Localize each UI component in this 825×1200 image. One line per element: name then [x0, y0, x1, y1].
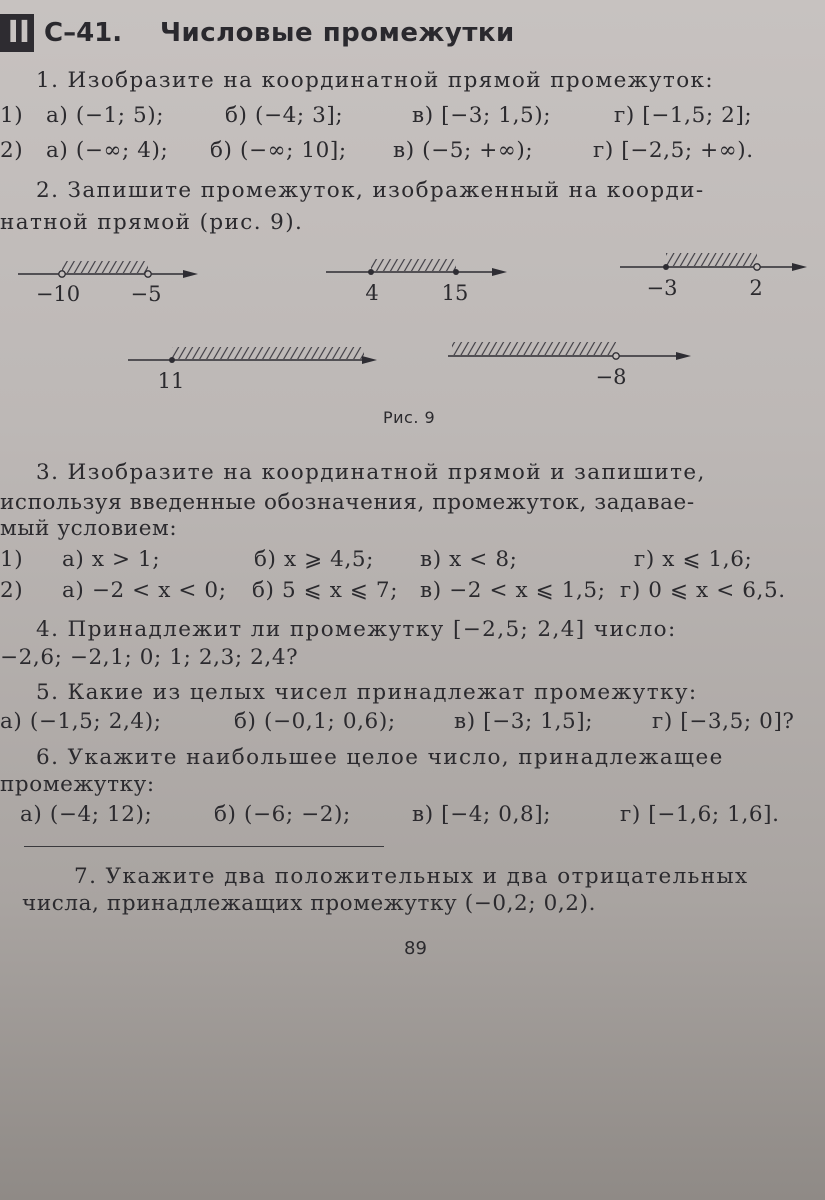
axis-arrow-2	[492, 268, 507, 276]
task-1-2b: б) (−∞; 10];	[210, 138, 347, 163]
section-code: С–41.	[44, 18, 123, 48]
filled-point-3a	[663, 264, 669, 270]
task-6-line-1: 6. Укажите наибольшее целое число, принадлежащее	[36, 745, 724, 770]
task-7-line-1: 7. Укажите два положительных и два отрицательных	[74, 864, 749, 889]
task-5-d: г) [−3,5; 0]?	[652, 709, 795, 734]
open-point-1a	[59, 271, 65, 277]
task-6-b: б) (−6; −2);	[214, 802, 351, 827]
number-line-2	[326, 259, 507, 305]
task-1-row-1	[0, 103, 825, 131]
task-3-1b: б) x ⩾ 4,5;	[254, 547, 375, 572]
open-point-1b	[145, 271, 151, 277]
axis-arrow-3	[792, 263, 807, 271]
number-line-5	[448, 342, 691, 389]
chapter-mark: II	[0, 14, 34, 52]
task-2-line-2: натной прямой (рис. 9).	[0, 210, 304, 235]
task-3-line-2: используя введенные обозначения, промежуток, задавае-	[0, 490, 695, 515]
divider-rule	[24, 846, 384, 847]
section-title: Числовые промежутки	[160, 18, 515, 48]
task-3-1c: в) x < 8;	[420, 547, 518, 572]
tick-label-1a: −10	[35, 282, 81, 306]
hatch-region-2	[371, 259, 456, 271]
hatch-region-3	[666, 253, 757, 266]
task-1-1d: г) [−1,5; 2];	[614, 103, 753, 128]
number-line-4	[128, 347, 377, 393]
axis-arrow-5	[676, 352, 691, 360]
tick-label-2b: 15	[441, 281, 469, 305]
task-6-c: в) [−4; 0,8];	[412, 802, 552, 827]
filled-point-2a	[368, 269, 374, 275]
page-number: 89	[404, 938, 427, 959]
task-3-1d: г) x ⩽ 1,6;	[634, 547, 753, 572]
task-5-line-1: 5. Какие из целых чисел принадлежат промежутку:	[36, 680, 698, 705]
task-3-row-1	[0, 547, 825, 575]
task-3-2d: г) 0 ⩽ x < 6,5.	[620, 578, 786, 603]
task-3-line-3: мый условием:	[0, 516, 178, 541]
task-5-a: а) (−1,5; 2,4);	[0, 709, 162, 734]
hatch-region-4	[172, 347, 364, 359]
task-4-line-1: 4. Принадлежит ли промежутку [−2,5; 2,4] число:	[36, 617, 677, 642]
task-1-2c: в) (−5; +∞);	[393, 138, 534, 163]
tick-label-3a: −3	[646, 276, 678, 300]
figure-caption: Рис. 9	[383, 408, 436, 427]
tick-label-5a: −8	[595, 365, 627, 389]
task-6-d: г) [−1,6; 1,6].	[620, 802, 780, 827]
open-point-5a	[613, 353, 619, 359]
hatch-region-1	[62, 261, 148, 273]
task-3-2a: а) −2 < x < 0;	[62, 578, 227, 603]
task-1-text: 1. Изобразите на координатной прямой промежуток:	[36, 68, 715, 93]
task-1-row-1-number: 1)	[0, 103, 24, 128]
task-1-1c: в) [−3; 1,5);	[412, 103, 552, 128]
tick-label-2a: 4	[365, 281, 379, 305]
task-3-row-1-number: 1)	[0, 547, 24, 572]
task-3-row-2	[0, 578, 825, 606]
task-3-line-1: 3. Изобразите на координатной прямой и запишите,	[36, 460, 706, 485]
filled-point-2b	[453, 269, 459, 275]
task-6-line-2: промежутку:	[0, 772, 155, 797]
number-line-1	[18, 261, 198, 306]
tick-label-4a: 11	[157, 369, 185, 393]
task-1-1b: б) (−4; 3];	[225, 103, 344, 128]
task-1-1a: а) (−1; 5);	[46, 103, 165, 128]
task-1-2d: г) [−2,5; +∞).	[593, 138, 754, 163]
task-1-row-2	[0, 138, 825, 166]
hatch-region-5	[452, 342, 616, 355]
tick-label-1b: −5	[130, 282, 162, 306]
task-3-row-2-number: 2)	[0, 578, 24, 603]
task-5-c: в) [−3; 1,5];	[454, 709, 594, 734]
task-3-2c: в) −2 < x ⩽ 1,5;	[420, 578, 606, 603]
task-1-row-2-number: 2)	[0, 138, 24, 163]
task-4-line-2: −2,6; −2,1; 0; 1; 2,3; 2,4?	[0, 645, 299, 670]
axis-arrow-1	[183, 270, 198, 278]
section-header	[0, 14, 825, 56]
tick-label-3b: 2	[749, 276, 763, 300]
task-6-options	[0, 802, 825, 830]
filled-point-4a	[169, 357, 175, 363]
axis-arrow-4	[362, 356, 377, 364]
task-1-2a: а) (−∞; 4);	[46, 138, 169, 163]
task-6-a: а) (−4; 12);	[20, 802, 153, 827]
task-5-b: б) (−0,1; 0,6);	[234, 709, 396, 734]
task-3-1a: а) x > 1;	[62, 547, 161, 572]
task-3-2b: б) 5 ⩽ x ⩽ 7;	[252, 578, 399, 603]
task-2-line-1: 2. Запишите промежуток, изображенный на коорди-	[36, 178, 705, 203]
number-line-3	[620, 253, 807, 300]
task-7-line-2: числа, принадлежащих промежутку (−0,2; 0,2).	[22, 891, 597, 916]
open-point-3b	[754, 264, 760, 270]
task-5-options	[0, 709, 825, 737]
